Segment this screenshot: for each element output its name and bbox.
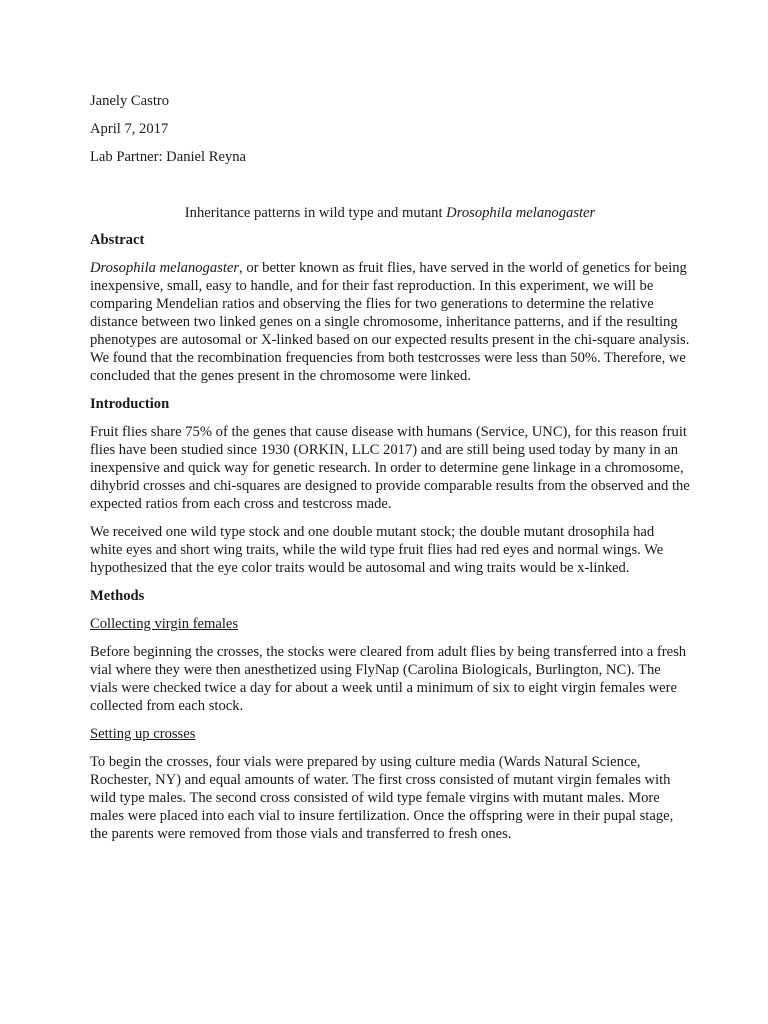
lab-partner: Lab Partner: Daniel Reyna bbox=[90, 149, 247, 165]
document-date: April 7, 2017 bbox=[90, 121, 169, 137]
document-page bbox=[90, 92, 690, 853]
methods-heading: Methods bbox=[90, 588, 145, 604]
introduction-paragraph-2: We received one wild type stock and one double mutant stock; the double mutant drosophila had white eyes and short wing traits, while the wild type fruit flies had red eyes and normal wings. We hypothesized that the eye color traits would be autosomal and wing traits would be x-linked. bbox=[90, 524, 664, 576]
paper-title bbox=[90, 204, 690, 222]
abstract-text: , or better known as fruit flies, have served in the world of genetics for being inexpensive, small, easy to handle, and for their fast reproduction. In this experiment, we will be comparing Mendelian ratios and observing the flies for two generations to determine the relative distance between two linked genes on a single chromosome, inheritance patterns, and if the resulting phenotypes are autosomal or X-linked based on our expected results present in the chi-square analysis. We found that the recombination frequencies from both testcrosses were less than 50%. Therefore, we concluded that the genes present in the chromosome were linked. bbox=[90, 260, 690, 384]
subheading-collecting-virgin-females: Collecting virgin females bbox=[90, 616, 239, 632]
collecting-virgin-females-paragraph: Before beginning the crosses, the stocks were cleared from adult flies by being transferred into a fresh vial where they were then anesthetized using FlyNap (Carolina Biologicals, Burlington, NC). The vials were checked twice a day for about a week until a minimum of six to eight virgin females were collected from each stock. bbox=[90, 644, 687, 714]
introduction-paragraph-1: Fruit flies share 75% of the genes that cause disease with humans (Service, UNC), for this reason fruit flies have been studied since 1930 (ORKIN, LLC 2017) and are still being used today by many in an inexpensive and quick way for genetic research. In order to determine gene linkage in a chromosome, dihybrid crosses and chi-squares are designed to provide comparable results from the observed and the expected ratios from each cross and testcross made. bbox=[90, 424, 690, 512]
paper-title-prefix: Inheritance patterns in wild type and mutant bbox=[184, 205, 447, 221]
abstract-heading: Abstract bbox=[90, 232, 145, 248]
setting-up-crosses-paragraph: To begin the crosses, four vials were prepared by using culture media (Wards Natural Science, Rochester, NY) and equal amounts of water. The first cross consisted of mutant virgin females with wild type males. The second cross consisted of wild type female virgins with mutant males. More males were placed into each vial to insure fertilization. Once the offspring were in their pupal stage, the parents were removed from those vials and transferred to fresh ones. bbox=[90, 754, 674, 842]
subheading-setting-up-crosses: Setting up crosses bbox=[90, 726, 196, 742]
paper-title-species: Drosophila melanogaster bbox=[446, 205, 596, 221]
abstract-species: Drosophila melanogaster bbox=[90, 260, 240, 276]
introduction-heading: Introduction bbox=[90, 396, 170, 412]
abstract-paragraph bbox=[90, 259, 690, 385]
author-name: Janely Castro bbox=[90, 93, 170, 109]
